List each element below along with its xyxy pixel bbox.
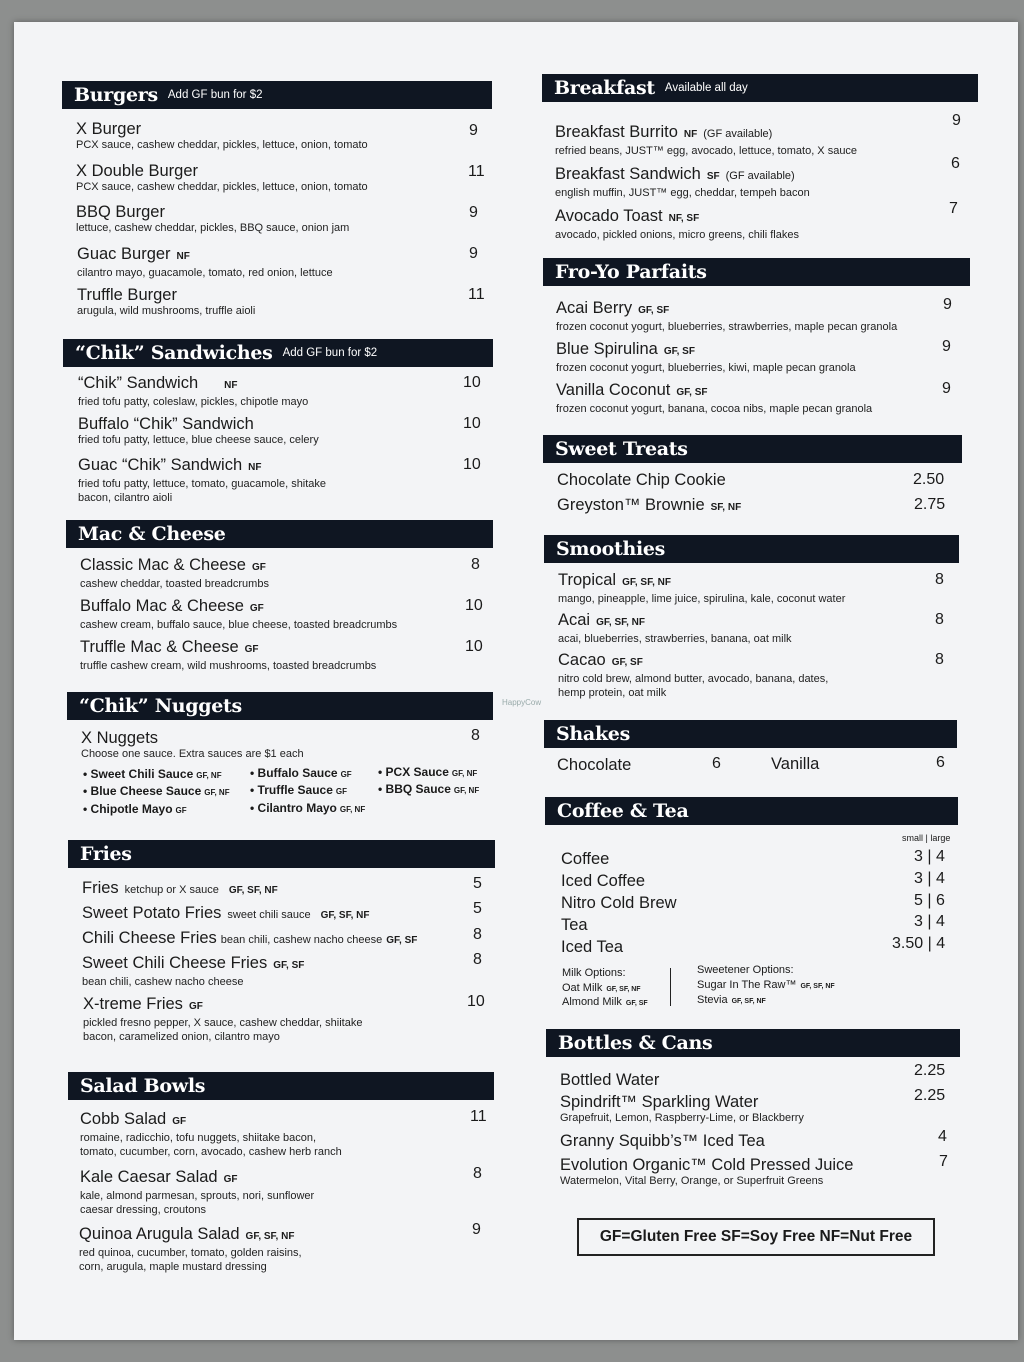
price: 6	[951, 155, 960, 172]
menu-item: Granny Squibb’s™ Iced Tea	[560, 1132, 765, 1150]
price: 10	[465, 597, 483, 614]
price: 2.75	[914, 496, 946, 513]
menu-item: Kale Caesar Salad GF kale, almond parmesan, sprouts, nori, sunflower caesar dressing, croutons	[80, 1168, 315, 1216]
burgers-title: Burgers	[74, 84, 158, 106]
sauce-option: • PCX Sauce GF, NF	[378, 765, 478, 779]
menu-item: Sweet Potato Fries sweet chili sauce GF, SF, NF	[82, 904, 370, 922]
fries-header	[68, 840, 495, 868]
price: 7	[939, 1153, 948, 1170]
price: 8	[473, 951, 482, 968]
sauce-option: • Truffle Sauce GF	[250, 783, 348, 797]
froyo-title: Fro-Yo Parfaits	[555, 261, 707, 283]
price: 11	[468, 163, 485, 180]
price: 11	[468, 286, 485, 303]
chik-header	[63, 339, 493, 367]
price: 9	[952, 112, 961, 129]
price: 7	[949, 200, 958, 217]
menu-item: Bottled Water	[560, 1071, 660, 1089]
breakfast-title: Breakfast	[554, 77, 655, 99]
menu-item: Breakfast Burrito NF (GF available) refried beans, JUST™ egg, avocado, lettuce, tomato, X sauce	[555, 123, 858, 157]
price: 2.50	[913, 471, 945, 488]
price: 3 | 4	[914, 870, 945, 887]
menu-item: Greyston™ Brownie SF, NF	[557, 496, 742, 514]
milk-option: Oat Milk GF, SF, NF	[562, 982, 641, 994]
sweets-header	[543, 435, 962, 463]
salad-header	[68, 1072, 494, 1100]
dietary-legend: GF=Gluten Free SF=Soy Free NF=Nut Free	[577, 1218, 935, 1256]
menu-item: X-treme Fries GF pickled fresno pepper, X sauce, cashew cheddar, shiitake bacon, caramelized onion, cilantro mayo	[83, 995, 363, 1043]
menu-item: Nitro Cold Brew	[561, 894, 677, 912]
size-header: small | large	[902, 833, 951, 843]
menu-item: Truffle Burger arugula, wild mushrooms, truffle aioli	[77, 286, 256, 317]
menu-item: Chocolate	[557, 756, 632, 774]
menu-item: Coffee	[561, 850, 610, 868]
menu-item: Fries ketchup or X sauce GF, SF, NF	[82, 879, 278, 897]
menu-item: Chili Cheese Fries bean chili, cashew nacho cheese GF, SF	[82, 929, 418, 947]
sauce-option: • Cilantro Mayo GF, NF	[250, 801, 366, 815]
price: 9	[942, 380, 951, 397]
menu-item: Buffalo Mac & Cheese GF cashew cream, buffalo sauce, blue cheese, toasted breadcrumbs	[80, 597, 398, 631]
menu-item: “Chik” Sandwich NF fried tofu patty, coleslaw, pickles, chipotle mayo	[78, 374, 309, 408]
bottles-header	[546, 1029, 960, 1057]
milk-options-title: Milk Options:	[562, 967, 626, 979]
sweetener-option: Sugar In The Raw™ GF, SF, NF	[697, 979, 835, 991]
shakes-title: Shakes	[556, 723, 630, 745]
menu-item: Cacao GF, SF nitro cold brew, almond butter, avocado, banana, dates, hemp protein, oat milk	[558, 651, 829, 699]
froyo-header	[543, 258, 970, 286]
price: 9	[469, 122, 478, 139]
price: 8	[935, 651, 944, 668]
price: 10	[463, 374, 481, 391]
shakes-header	[544, 720, 957, 748]
price: 5 | 6	[914, 892, 945, 909]
breakfast-header	[542, 74, 978, 102]
price: 9	[943, 296, 952, 313]
price: 9	[472, 1221, 481, 1238]
menu-item: Tea	[561, 916, 588, 934]
nuggets-header	[67, 692, 493, 720]
menu-item: Acai GF, SF, NF acai, blueberries, strawberries, banana, oat milk	[558, 611, 792, 645]
menu-item: Guac Burger NF cilantro mayo, guacamole, tomato, red onion, lettuce	[77, 245, 333, 279]
price: 9	[469, 204, 478, 221]
coffee-title: Coffee & Tea	[557, 800, 689, 822]
burgers-note: Add GF bun for $2	[167, 89, 263, 101]
bottles-title: Bottles & Cans	[558, 1032, 713, 1054]
chik-note: Add GF bun for $2	[282, 347, 378, 359]
menu-item: Tropical GF, SF, NF mango, pineapple, lime juice, spirulina, kale, coconut water	[558, 571, 846, 605]
price: 3.50 | 4	[892, 935, 946, 952]
price: 8	[935, 571, 944, 588]
menu-item: Truffle Mac & Cheese GF truffle cashew cream, wild mushrooms, toasted breadcrumbs	[80, 638, 377, 672]
sweetener-options-title: Sweetener Options:	[697, 964, 794, 976]
sweets-title: Sweet Treats	[555, 438, 688, 460]
menu-item: Avocado Toast NF, SF avocado, pickled onions, micro greens, chili flakes	[555, 207, 799, 241]
menu-item: Acai Berry GF, SF frozen coconut yogurt, blueberries, strawberries, maple pecan granola	[556, 299, 898, 333]
smoothies-header	[544, 535, 959, 563]
nuggets-title: “Chik” Nuggets	[79, 695, 242, 717]
price: 9	[942, 338, 951, 355]
menu-item: Blue Spirulina GF, SF frozen coconut yogurt, blueberries, kiwi, maple pecan granola	[556, 340, 856, 374]
price: 4	[938, 1128, 947, 1145]
price: 11	[470, 1108, 487, 1125]
price: 10	[463, 456, 481, 473]
price: 2.25	[914, 1062, 946, 1079]
price: 10	[465, 638, 483, 655]
menu-item: X Burger PCX sauce, cashew cheddar, pickles, lettuce, onion, tomato	[76, 120, 368, 151]
smoothies-title: Smoothies	[556, 538, 666, 560]
menu-item: Spindrift™ Sparkling Water Grapefruit, Lemon, Raspberry-Lime, or Blackberry	[560, 1093, 804, 1124]
menu-item: Breakfast Sandwich SF (GF available) english muffin, JUST™ egg, cheddar, tempeh bacon	[555, 165, 810, 199]
price: 8	[471, 556, 480, 573]
divider	[670, 968, 671, 1006]
menu-item: Vanilla Coconut GF, SF frozen coconut yogurt, banana, cocoa nibs, maple pecan granola	[556, 381, 873, 415]
price: 8	[473, 926, 482, 943]
menu-item: Iced Coffee	[561, 872, 646, 890]
chik-title: “Chik” Sandwiches	[75, 342, 273, 364]
menu-item: BBQ Burger lettuce, cashew cheddar, pickles, BBQ sauce, onion jam	[76, 203, 350, 234]
menu-item: Buffalo “Chik” Sandwich fried tofu patty, lettuce, blue cheese sauce, celery	[78, 415, 319, 446]
menu-item: Guac “Chik” Sandwich NF fried tofu patty, lettuce, tomato, guacamole, shitake bacon, cilantro aioli	[78, 456, 327, 504]
menu-item: Vanilla	[771, 755, 820, 773]
menu-page	[14, 22, 1018, 1340]
breakfast-note: Available all day	[664, 82, 748, 94]
menu-item: Evolution Organic™ Cold Pressed Juice Watermelon, Vital Berry, Orange, or Superfruit Greens	[560, 1156, 854, 1187]
price: 10	[463, 415, 481, 432]
sauce-option: • Buffalo Sauce GF	[250, 766, 352, 780]
price: 6	[936, 754, 945, 771]
menu-item: Cobb Salad GF romaine, radicchio, tofu nuggets, shiitake bacon, tomato, cucumber, corn, avocado, cashew herb ranch	[80, 1110, 342, 1158]
price: 9	[469, 245, 478, 262]
sauce-option: • Chipotle Mayo GF	[83, 802, 187, 816]
mac-header	[66, 520, 493, 548]
burgers-header	[62, 81, 492, 109]
price: 6	[712, 755, 721, 772]
price: 5	[473, 875, 482, 892]
sauce-option: • BBQ Sauce GF, NF	[378, 782, 480, 796]
fries-title: Fries	[80, 843, 132, 865]
sauce-option: • Sweet Chili Sauce GF, NF	[83, 767, 222, 781]
price: 3 | 4	[914, 848, 945, 865]
salad-title: Salad Bowls	[80, 1075, 206, 1097]
price: 8	[935, 611, 944, 628]
watermark: HappyCow	[502, 698, 542, 707]
sauce-option: • Blue Cheese Sauce GF, NF	[83, 784, 230, 798]
menu-item: Chocolate Chip Cookie	[557, 471, 726, 489]
menu-item: Sweet Chili Cheese Fries GF, SF bean chili, cashew nacho cheese	[82, 954, 305, 988]
coffee-header	[545, 797, 958, 825]
sweetener-option: Stevia GF, SF, NF	[697, 994, 766, 1006]
price: 2.25	[914, 1087, 946, 1104]
price: 5	[473, 900, 482, 917]
price: 8	[471, 727, 480, 744]
menu-item: X Nuggets Choose one sauce. Extra sauces are $1 each	[81, 729, 304, 760]
menu-item: X Double Burger PCX sauce, cashew cheddar, pickles, lettuce, onion, tomato	[76, 162, 368, 193]
menu-item: Classic Mac & Cheese GF cashew cheddar, toasted breadcrumbs	[80, 556, 269, 590]
menu-item: Quinoa Arugula Salad GF, SF, NF red quinoa, cucumber, tomato, golden raisins, corn, arugula, maple mustard dressing	[79, 1225, 302, 1273]
milk-option: Almond Milk GF, SF	[562, 996, 648, 1008]
price: 10	[467, 993, 485, 1010]
price: 8	[473, 1165, 482, 1182]
mac-title: Mac & Cheese	[78, 523, 226, 545]
menu-item: Iced Tea	[561, 938, 624, 956]
price: 3 | 4	[914, 913, 945, 930]
